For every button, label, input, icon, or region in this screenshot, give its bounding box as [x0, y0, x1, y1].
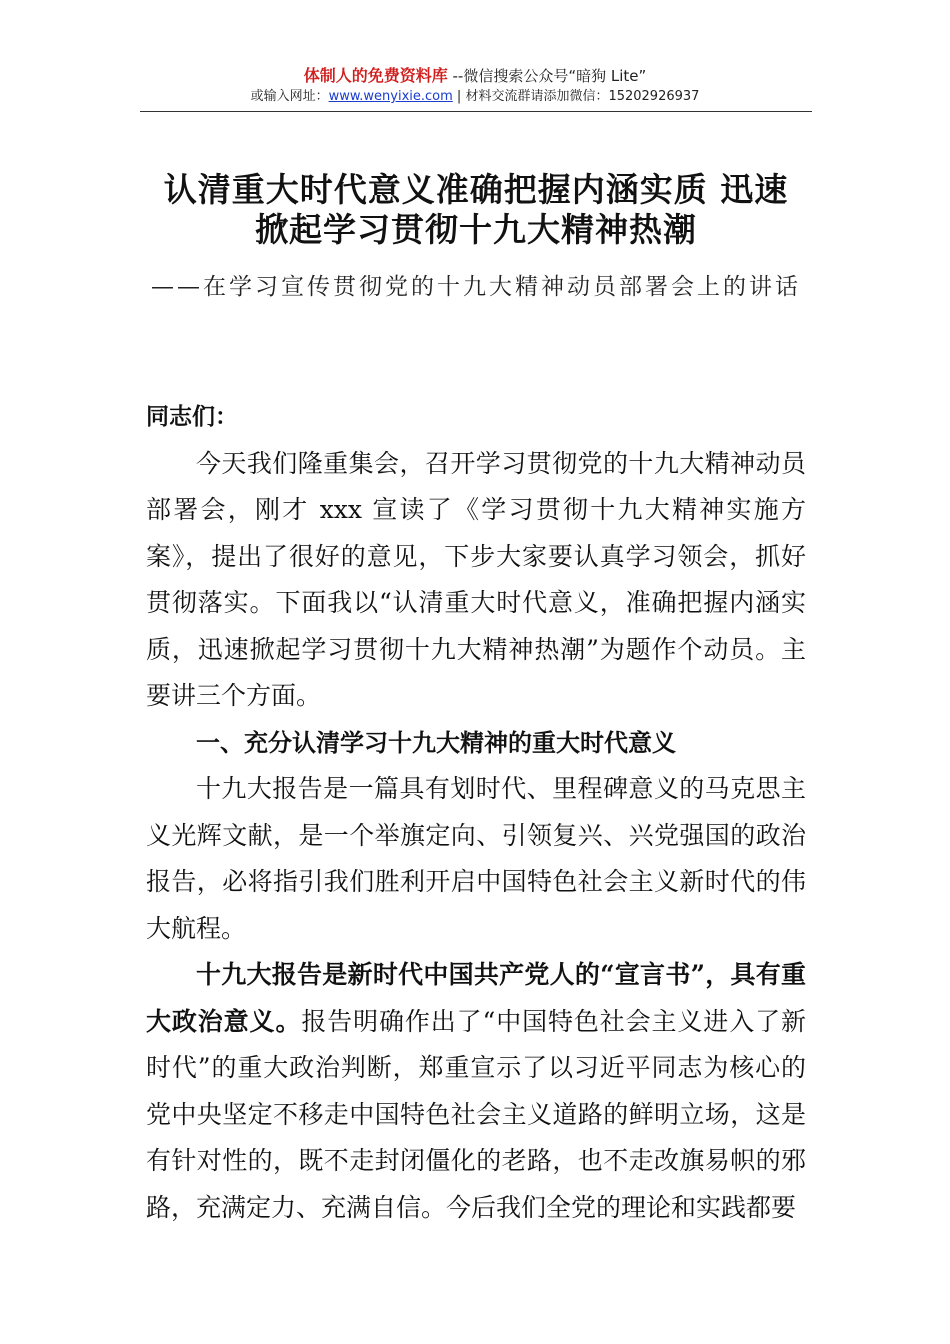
paragraph-body: 报告明确作出了“中国特色社会主义进入了新时代”的重大政治判断，郑重宣示了以习近平同志为核心的党中央坚定不移走中国特色社会主义道路的鲜明立场，这是有针对性的，既不走封闭僵化的老路，也不走改旗易帜的邪路，充满定力、充满自信。今后我们全党的理论和实践都要 [146, 1006, 806, 1222]
section-heading-1: 一、充分认清学习十九大精神的重大时代意义 [196, 728, 676, 757]
paragraph-lead-bold: 十九大报告是新时代中国共产党人的“宣言书”，具有重大政治意义。 [146, 960, 806, 1036]
page-header [0, 66, 950, 106]
header-line-1 [0, 66, 950, 86]
header-brand: 体制人的免费资料库 [303, 66, 448, 85]
document-title [140, 170, 812, 250]
header-url-link[interactable]: www.wenyixie.com [328, 89, 453, 104]
document-subtitle: ——在学习宣传贯彻党的十九大精神动员部署会上的讲话 [151, 274, 801, 300]
header-divider [140, 111, 812, 112]
header-line-2 [0, 88, 950, 106]
greeting: 同志们： [146, 404, 238, 430]
paragraph-section1: 十九大报告是一篇具有划时代、里程碑意义的马克思主义光辉文献，是一个举旗定向、引领复兴、兴党强国的政治报告，必将指引我们胜利开启中国特色社会主义新时代的伟大航程。 [146, 774, 806, 943]
title-line-2: 掀起学习贯彻十九大精神热潮 [255, 210, 697, 249]
document-body [146, 394, 806, 1231]
header-brand-suffix: --微信搜索公众号“暗狗 Lite” [447, 67, 647, 85]
header-url-prefix: 或输入网址： [250, 89, 329, 104]
title-line-1: 认清重大时代意义准确把握内涵实质 迅速 [163, 170, 789, 209]
paragraph-intro: 今天我们隆重集会，召开学习贯彻党的十九大精神动员部署会，刚才 xxx 宣读了《学习贯彻十九大精神实施方案》，提出了很好的意见，下步大家要认真学习领会，抓好贯彻落实。下面我以“认清重大时代意义，准确把握内涵实质，迅速掀起学习贯彻十九大精神热潮”为题作个动员。主要讲三个方面。 [146, 448, 806, 710]
paragraph-political-meaning [146, 952, 806, 1231]
header-contact: | 材料交流群请添加微信：15202926937 [452, 89, 700, 104]
